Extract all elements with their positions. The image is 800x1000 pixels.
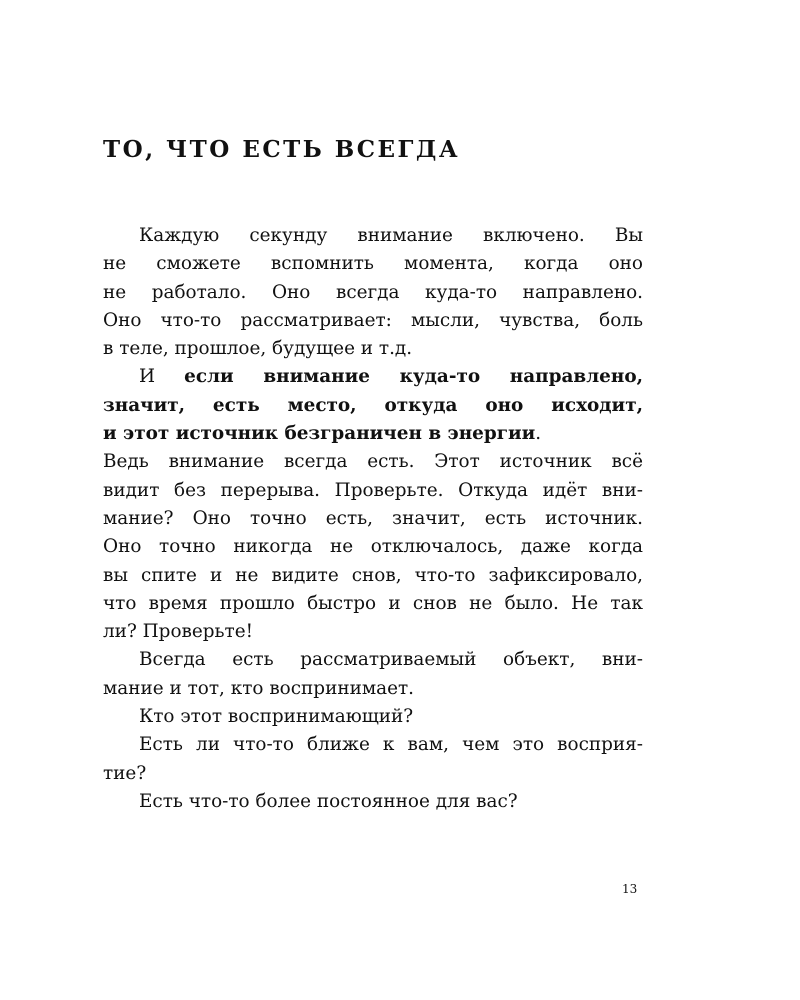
text-line: тие? <box>103 762 147 784</box>
text-line: Оно что-то рассматривает: мысли, чувства, боль <box>103 309 643 331</box>
text-line: видит без перерыва. Проверьте. Откуда идёт вни- <box>103 479 643 501</box>
text-line: Есть ли что-то ближе к вам, чем это восприя- <box>139 734 643 756</box>
text-line: Каждую секунду внимание включено. Вы <box>139 225 643 246</box>
page-number: 13 <box>622 882 638 896</box>
text-line: мание? Оно точно есть, значит, есть источник. <box>103 507 643 529</box>
text-line-mixed <box>103 363 643 391</box>
text-line: Кто этот воспринимающий? <box>139 706 414 728</box>
text-line: Оно точно никогда не отключалось, даже когда <box>103 536 643 558</box>
text-line: не сможете вспомнить момента, когда оно <box>103 253 643 275</box>
text-line: мание и тот, кто воспринимает. <box>103 677 415 699</box>
text-line: в теле, прошлое, будущее и т.д. <box>103 338 413 360</box>
text-line-mixed <box>103 420 643 448</box>
text-line: Ведь внимание всегда есть. Этот источник всё <box>103 451 643 473</box>
text-run: И <box>139 366 156 388</box>
body-text <box>103 222 643 816</box>
text-line: не работало. Оно всегда куда-то направлено. <box>103 281 643 303</box>
emphasis-line: значит, есть место, откуда оно исходит, <box>103 394 643 416</box>
chapter-title: ТО, ЧТО ЕСТЬ ВСЕГДА <box>103 136 461 163</box>
text-line: что время прошло быстро и снов не было. Не так <box>103 592 643 614</box>
text-line: вы спите и не видите снов, что-то зафиксировало, <box>103 564 643 586</box>
text-line: Всегда есть рассматриваемый объект, вни- <box>139 649 643 671</box>
text-run: . <box>535 423 542 445</box>
emphasis-text: и этот источник безграничен в энергии <box>103 423 536 445</box>
text-line: Есть что-то более постоянное для вас? <box>139 790 518 812</box>
text-line: ли? Проверьте! <box>103 621 253 643</box>
emphasis-text: если внимание куда-то направлено, <box>184 366 643 388</box>
